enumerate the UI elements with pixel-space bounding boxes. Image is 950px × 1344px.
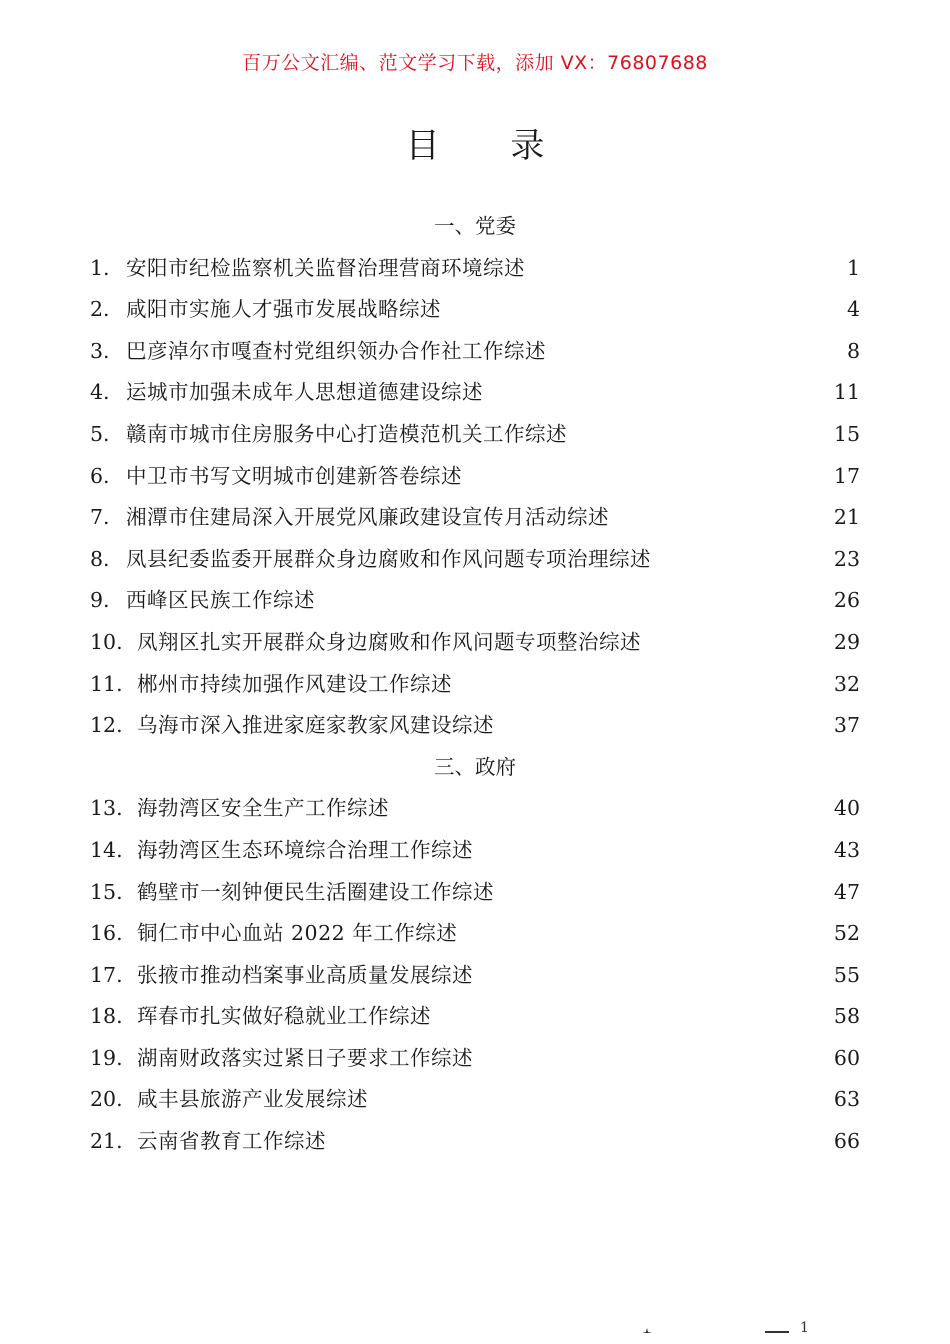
toc-entry[interactable] bbox=[90, 1079, 860, 1121]
toc-entry-number: 13. bbox=[90, 796, 123, 821]
toc-entry-page: 21 bbox=[833, 505, 860, 530]
toc-entry[interactable] bbox=[90, 830, 860, 872]
toc-entry-page: 40 bbox=[833, 796, 860, 821]
toc-entry-page: 32 bbox=[833, 671, 860, 696]
toc-entry-title: 郴州市持续加强作风建设工作综述 bbox=[137, 671, 452, 696]
page-title: 目 录 bbox=[405, 126, 575, 166]
toc-entry-number: 18. bbox=[90, 1004, 123, 1029]
toc-entry-title: 海勃湾区生态环境综合治理工作综述 bbox=[137, 837, 473, 862]
toc-entry-page: 29 bbox=[833, 629, 860, 654]
toc-entry-number: 21. bbox=[90, 1129, 123, 1154]
toc-entry-page: 26 bbox=[833, 588, 860, 613]
toc-entry-page: 43 bbox=[833, 837, 860, 862]
toc-entry-number: 20. bbox=[90, 1087, 123, 1112]
toc-entry-page: 60 bbox=[833, 1045, 860, 1070]
toc-entry-page: 17 bbox=[833, 463, 860, 488]
toc-entry[interactable] bbox=[90, 456, 860, 498]
header-banner: 百万公文汇编、范文学习下载，添加 VX：76807688 bbox=[242, 52, 708, 74]
toc-entry-title: 海勃湾区安全生产工作综述 bbox=[137, 796, 389, 821]
toc-entry[interactable] bbox=[90, 913, 860, 955]
toc-entry[interactable] bbox=[90, 705, 860, 747]
toc-entry-page: 63 bbox=[833, 1087, 860, 1112]
toc-entry-page: 8 bbox=[846, 338, 860, 363]
toc-entry[interactable] bbox=[90, 622, 860, 664]
toc-entry-page: 66 bbox=[833, 1129, 860, 1154]
toc-entry[interactable] bbox=[90, 414, 860, 456]
toc-entry[interactable] bbox=[90, 996, 860, 1038]
footer-page-number: 1 bbox=[800, 1320, 809, 1336]
toc-entry-page: 23 bbox=[833, 546, 860, 571]
toc-entry-title: 西峰区民族工作综述 bbox=[126, 588, 315, 613]
toc-entry[interactable] bbox=[90, 580, 860, 622]
toc-entry-number: 6. bbox=[90, 463, 110, 488]
toc-entry[interactable] bbox=[90, 372, 860, 414]
toc-entry[interactable] bbox=[90, 788, 860, 830]
toc-entry[interactable] bbox=[90, 331, 860, 373]
toc-entry[interactable] bbox=[90, 1121, 860, 1163]
toc-entry[interactable] bbox=[90, 497, 860, 539]
toc-entry[interactable] bbox=[90, 872, 860, 914]
toc-entry-title: 湘潭市住建局深入开展党风廉政建设宣传月活动综述 bbox=[126, 505, 609, 530]
toc-entry-number: 8. bbox=[90, 546, 110, 571]
toc-entry-page: 4 bbox=[846, 297, 860, 322]
page-footer bbox=[0, 1320, 950, 1344]
toc-entry-page: 58 bbox=[833, 1004, 860, 1029]
toc-entry-title: 咸丰县旅游产业发展综述 bbox=[137, 1087, 368, 1112]
toc-entry-title: 湖南财政落实过紧日子要求工作综述 bbox=[137, 1045, 473, 1070]
toc-entry-number: 11. bbox=[90, 671, 123, 696]
toc-entry-page: 11 bbox=[833, 380, 860, 405]
toc-entry-number: 4. bbox=[90, 380, 110, 405]
toc-entry-title: 铜仁市中心血站 2022 年工作综述 bbox=[137, 921, 458, 946]
toc-entry-number: 3. bbox=[90, 338, 110, 363]
toc-entry-title: 乌海市深入推进家庭家教家风建设综述 bbox=[137, 713, 494, 738]
toc-entry-page: 55 bbox=[833, 962, 860, 987]
toc-entry[interactable] bbox=[90, 539, 860, 581]
toc-entry-page: 37 bbox=[833, 713, 860, 738]
toc-entry-number: 1. bbox=[90, 255, 110, 280]
toc-entry-number: 2. bbox=[90, 297, 110, 322]
toc-entry-number: 9. bbox=[90, 588, 110, 613]
toc-entry-page: 47 bbox=[833, 879, 860, 904]
toc-entry[interactable] bbox=[90, 955, 860, 997]
toc-entry[interactable] bbox=[90, 1038, 860, 1080]
toc-entry-title: 安阳市纪检监察机关监督治理营商环境综述 bbox=[126, 255, 525, 280]
toc-entry-title: 巴彦淖尔市嘎查村党组织领办合作社工作综述 bbox=[126, 338, 546, 363]
toc-entry-title: 凤翔区扎实开展群众身边腐败和作风问题专项整治综述 bbox=[137, 629, 641, 654]
footer-mark-icon bbox=[642, 1328, 652, 1336]
toc-entry-number: 15. bbox=[90, 879, 123, 904]
toc-entry[interactable] bbox=[90, 664, 860, 706]
section-heading: 三、政府 bbox=[434, 754, 516, 779]
section-heading: 一、党委 bbox=[434, 214, 516, 238]
toc-entry-number: 10. bbox=[90, 629, 123, 654]
toc-entry[interactable] bbox=[90, 289, 860, 331]
toc-entry-title: 凤县纪委监委开展群众身边腐败和作风问题专项治理综述 bbox=[126, 546, 651, 571]
toc-entry-number: 14. bbox=[90, 837, 123, 862]
toc-entry-page: 15 bbox=[833, 421, 860, 446]
toc-entry-page: 1 bbox=[846, 255, 860, 280]
toc-entry-title: 张掖市推动档案事业高质量发展综述 bbox=[137, 962, 473, 987]
toc-entry-number: 16. bbox=[90, 921, 123, 946]
toc-entry-title: 赣南市城市住房服务中心打造模范机关工作综述 bbox=[126, 421, 567, 446]
toc-entry-title: 咸阳市实施人才强市发展战略综述 bbox=[126, 297, 441, 322]
toc-entry-number: 12. bbox=[90, 713, 123, 738]
toc-entry-number: 5. bbox=[90, 421, 110, 446]
table-of-contents bbox=[90, 206, 860, 1163]
toc-entry-number: 19. bbox=[90, 1045, 123, 1070]
footer-dash bbox=[765, 1331, 789, 1333]
toc-entry-number: 17. bbox=[90, 962, 123, 987]
toc-entry-title: 鹤壁市一刻钟便民生活圈建设工作综述 bbox=[137, 879, 494, 904]
toc-entry-title: 中卫市书写文明城市创建新答卷综述 bbox=[126, 463, 462, 488]
toc-entry[interactable] bbox=[90, 248, 860, 290]
toc-entry-title: 运城市加强未成年人思想道德建设综述 bbox=[126, 380, 483, 405]
toc-entry-title: 珲春市扎实做好稳就业工作综述 bbox=[137, 1004, 431, 1029]
toc-entry-number: 7. bbox=[90, 505, 110, 530]
toc-entry-page: 52 bbox=[833, 921, 860, 946]
toc-entry-title: 云南省教育工作综述 bbox=[137, 1129, 326, 1154]
